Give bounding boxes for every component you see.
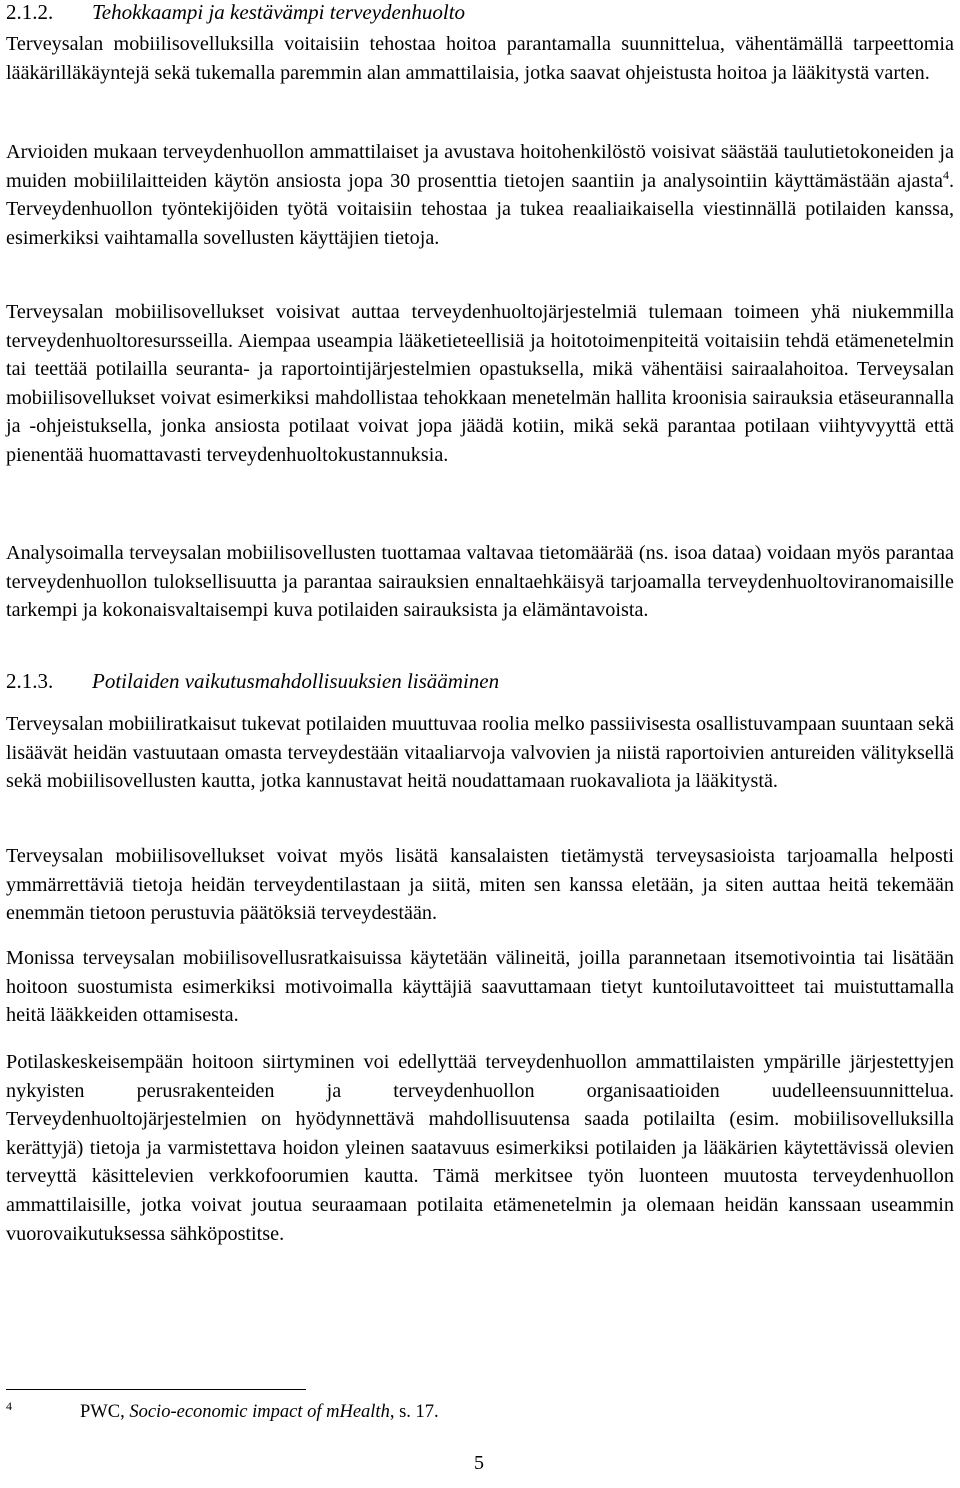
paragraph-text: Arvioiden mukaan terveydenhuollon ammattilaiset ja avustava hoitohenkilöstö voisivat säästää taulutietokoneiden ja muiden mobiililaitteiden käytön ansiosta jopa 30 prosenttia tietojen saantiin ja analysointiin käyttämästään ajasta (6, 141, 954, 192)
paragraph: Terveysalan mobiilisovellukset voivat myös lisätä kansalaisten tietämystä terveysasioista tarjoamalla helposti ymmärrettäviä tietoja heidän terveydentilastaan ja siitä, miten sen kanssa eletään, ja siten auttaa heitä tekemään enemmän tietoon perustuvia päätöksiä terveydestään. (6, 845, 954, 925)
page-number: 5 (474, 1452, 484, 1474)
paragraph-with-footnote-ref (6, 138, 954, 252)
footnote-text (80, 1400, 439, 1424)
section-number: 2.1.3. (6, 669, 54, 693)
paragraph: Terveysalan mobiilisovellukset voisivat auttaa terveydenhuoltojärjestelmiä tulemaan toimeen yhä niukemmilla terveydenhuoltoresursseilla. Aiempaa useampia lääketieteellisiä ja hoitotoimenpiteitä voitaisiin tehdä etämenetelmin tai teettää potilailla seuranta- ja raportointijärjestelmien opastuksella, mikä vähentäisi sairaalahoitoa. Terveysalan mobiilisovellukset voivat esimerkiksi mahdollistaa tehokkaan menetelmän hallita kroonisia sairauksia etäseurannalla ja -ohjeistuksella, jonka ansiosta potilaat voivat jopa jäädä kotiin, mikä sekä parantaa potilaan viihtyvyyttä että pienentää huomattavasti terveydenhuoltokustannuksia. (6, 301, 954, 466)
footnote-prefix: PWC, (80, 1402, 130, 1422)
footnote-reference[interactable]: 4 (942, 167, 949, 182)
section-title: Potilaiden vaikutusmahdollisuuksien lisääminen (92, 669, 500, 693)
paragraph-text: . Terveydenhuollon työntekijöiden työtä voitaisiin tehostaa ja tukea reaaliaikaisella viestinnällä potilaiden kanssa, esimerkiksi vaihtamalla sovellusten käyttäjien tietoja. (6, 169, 954, 249)
section-number: 2.1.2. (6, 0, 54, 24)
footnote-source-title: Socio-economic impact of mHealth (129, 1402, 390, 1422)
paragraph: Terveysalan mobiilisovelluksilla voitaisiin tehostaa hoitoa parantamalla suunnittelua, vähentämällä tarpeettomia lääkärilläkäyntejä sekä tukemalla paremmin alan ammattilaisia, jotka saavat ohjeistusta hoitoa ja lääkitystä varten. (6, 33, 954, 84)
paragraph: Monissa terveysalan mobiilisovellusratkaisuissa käytetään välineitä, joilla parannetaan itsemotivointia tai lisätään hoitoon suostumista esimerkiksi motivoimalla käyttäjiä saavuttamaan tietyt kuntoilutavoitteet tai muistuttamalla heitä lääkkeiden ottamisesta. (6, 947, 954, 1027)
footnote-suffix: , s. 17. (389, 1402, 439, 1422)
section-heading-2-1-2 (6, 0, 465, 25)
paragraph: Terveysalan mobiiliratkaisut tukevat potilaiden muuttuvaa roolia melko passiivisesta osallistuvampaan suuntaan sekä lisäävät heidän vastuutaan omasta terveydestään vitaaliarvoja valvovien ja niistä raportoivien antureiden välityksellä sekä mobiilisovellusten kautta, jotka kannustavat heitä noudattamaan ruokavaliota ja lääkitystä. (6, 713, 954, 793)
footnote-separator (6, 1389, 306, 1390)
section-heading-2-1-3 (6, 668, 499, 694)
paragraph: Analysoimalla terveysalan mobiilisovellusten tuottamaa valtavaa tietomäärää (ns. isoa dataa) voidaan myös parantaa terveydenhuollon tuloksellisuutta ja parantaa sairauksien ennaltaehkäisyä tarjoamalla terveydenhuoltoviranomaisille tarkempi ja kokonaisvaltaisempi kuva potilaiden sairauksista ja elämäntavoista. (6, 542, 954, 622)
paragraph: Potilaskeskeisempään hoitoon siirtyminen voi edellyttää terveydenhuollon ammattilaisten ympärille järjestettyjen nykyisten perusrakenteiden ja terveydenhuollon organisaatioiden uudelleensuunnittelua. Terveydenhuoltojärjestelmien on hyödynnettävä mahdollisuutensa saada potilailta (esim. mobiilisovelluksilla kerättyjä) tietoja ja varmistettava hoidon yleinen saatavuus esimerkiksi potilaiden ja lääkärien käytettävissä olevien terveyttä käsittelevien verkkofoorumien kautta. Tämä merkitsee työn luonteen muutosta terveydenhuollon ammattilaisille, jotka voivat joutua seuraamaan potilaita etämenetelmin ja olemaan heidän kanssaan useammin vuorovaikutuksessa sähköpostitse. (6, 1051, 954, 1245)
footnote-mark: 4 (6, 1399, 12, 1413)
section-title: Tehokkaampi ja kestävämpi terveydenhuolto (92, 0, 466, 24)
